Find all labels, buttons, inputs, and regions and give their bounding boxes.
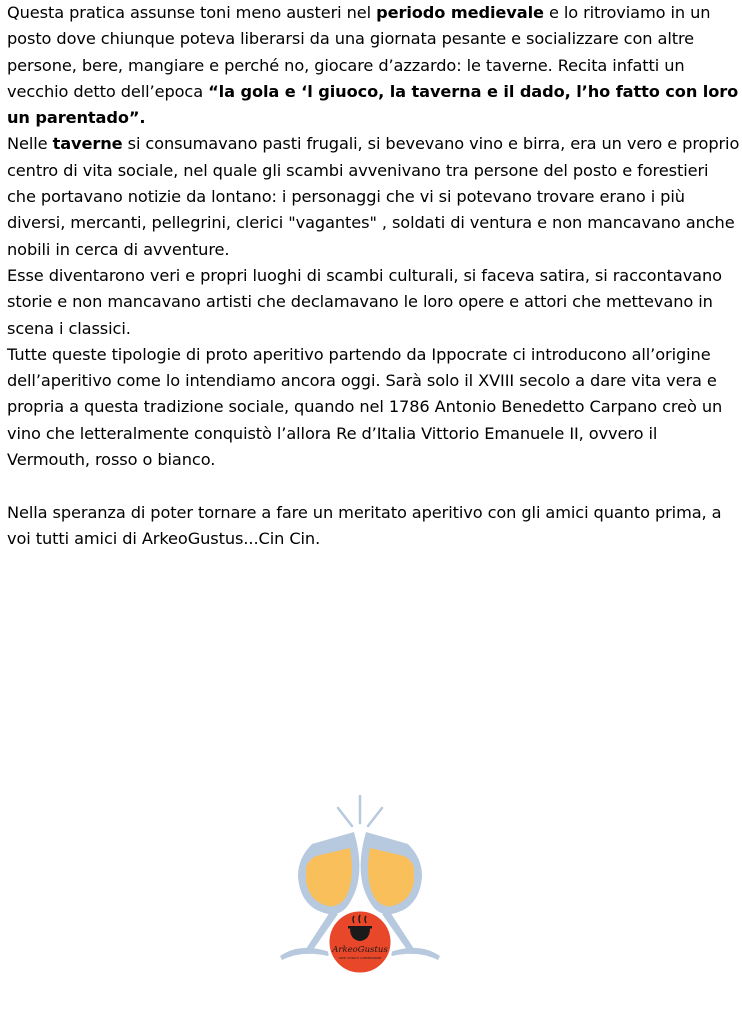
paragraph-gap (7, 473, 742, 499)
paragraph-vermouth: Tutte queste tipologie di proto aperitivo partendo da Ippocrate ci introducono all’origine dell’aperitivo come lo intendiamo ancora oggi. Sarà solo il XVIII secolo a dare vita vera e propria a questa tradizione sociale, quando nel 1786 Antonio Benedetto Carpano creò un vino che letteralmente conquistò l’allora Re d’Italia Vittorio Emanuele II, ovvero il Vermouth, rosso o bianco. (7, 344, 723, 470)
badge-brand-text: ArkeoGustus (332, 945, 388, 955)
text-span: Nelle (7, 134, 53, 154)
toast-glasses-logo (250, 790, 470, 980)
text-span: si consumavano pasti frugali, si bevevano vino e birra, era un vero e proprio centro di vita sociale, nel quale gli scambi avvenivano tra persone del posto e forestieri che portavano notizie da lontano: i personaggi che vi si potevano trovare erano i più diversi, mercanti, pellegrini, clerici "vagantes" , soldati di ventura e non mancavano anche nobili in cerca di avventure. (7, 134, 740, 259)
text-span: Questa pratica assunse toni meno austeri nel (7, 3, 377, 22)
bold-taverne: taverne (52, 134, 123, 154)
arkeogustus-badge (328, 910, 392, 974)
article-body (7, 0, 742, 552)
bold-periodo-medievale: periodo medievale (376, 3, 544, 22)
text-span: e lo ritroviamo in un posto dove chiunque poteva liberarsi da una giornata pesante e socializzare con altre persone, bere, mangiare e perché no, giocare d’azzardo: le taverne. Recita infatti un vecchio detto dell’epoca (7, 3, 711, 101)
paragraph-medieval (7, 0, 742, 131)
paragraph-taverne (7, 131, 742, 262)
cheers-lines-icon (338, 796, 382, 826)
paragraph-cin-cin: Nella speranza di poter tornare a fare un meritato aperitivo con gli amici quanto prima, a voi tutti amici di ArkeoGustus...Cin Cin. (7, 502, 722, 548)
badge-tagline-text: ARTE, STORIA E ALIMENTAZIONE (338, 957, 382, 960)
bold-quote-detto: “la gola e ‘l giuoco, la taverna e il dado, l’ho fatto con loro un parentado”. (7, 81, 739, 128)
paragraph-scambi-culturali: Esse diventarono veri e propri luoghi di scambi culturali, si faceva satira, si raccontavano storie e non mancavano artisti che declamavano le loro opere e attori che mettevano in scena i classici. (7, 265, 722, 338)
